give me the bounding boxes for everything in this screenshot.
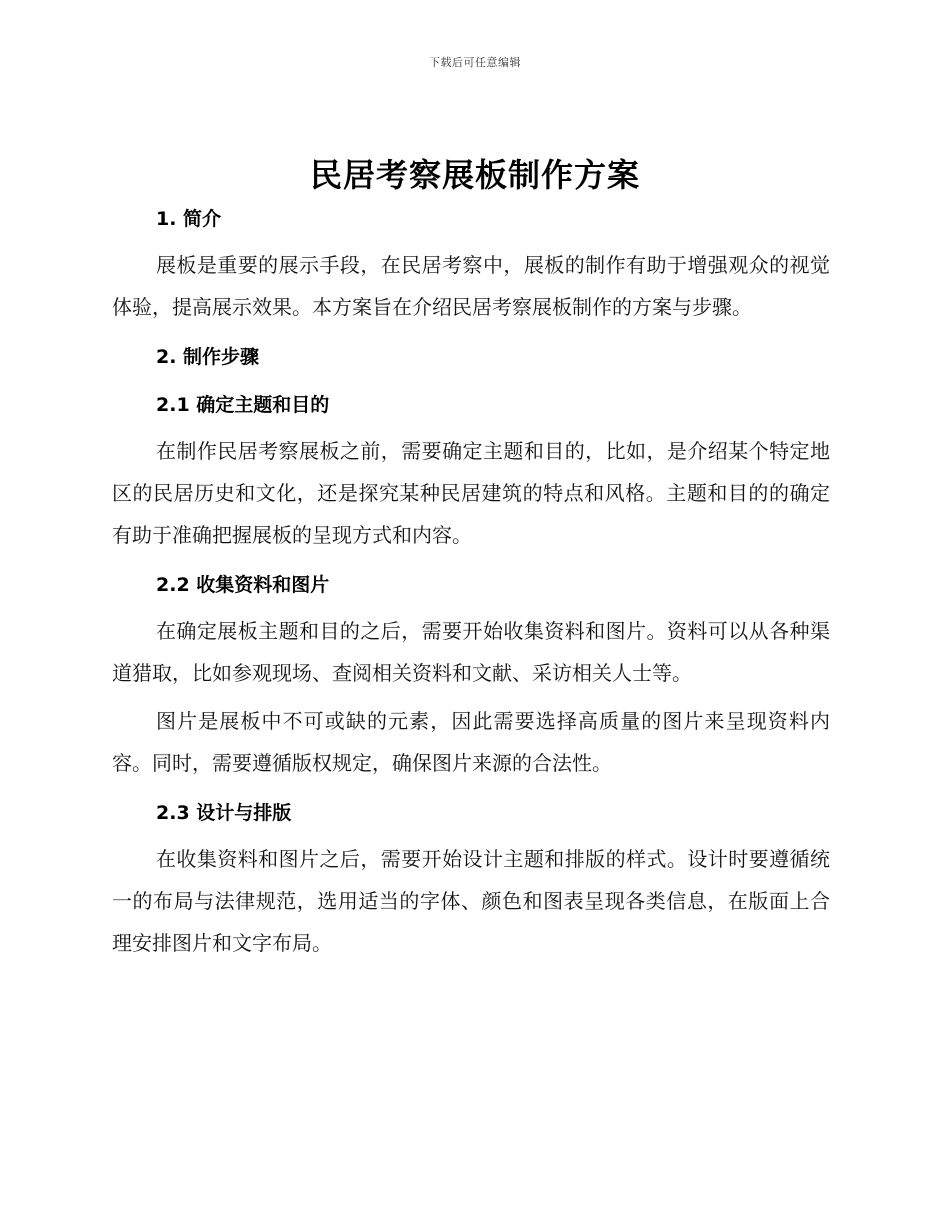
paragraph-intro: 展板是重要的展示手段，在民居考察中，展板的制作有助于增强观众的视觉体验，提高展示效果。本方案旨在介绍民居考察展板制作的方案与步骤。 [112, 253, 830, 319]
subsection-heading-2-2: 2.2 收集资料和图片 [156, 574, 330, 596]
paragraph-2-2-b: 图片是展板中不可或缺的元素，因此需要选择高质量的图片来呈现资料内容。同时，需要遵循版权规定，确保图片来源的合法性。 [112, 709, 830, 775]
subsection-heading-2-3: 2.3 设计与排版 [156, 802, 292, 824]
paragraph-2-3: 在收集资料和图片之后，需要开始设计主题和排版的样式。设计时要遵循统一的布局与法律规范，选用适当的字体、颜色和图表呈现各类信息，在版面上合理安排图片和文字布局。 [112, 847, 830, 955]
subsection-heading-2-1: 2.1 确定主题和目的 [156, 394, 330, 416]
document-body [112, 200, 830, 964]
running-header: 下载后可任意编辑 [429, 56, 521, 69]
paragraph-2-1: 在制作民居考察展板之前，需要确定主题和目的，比如，是介绍某个特定地区的民居历史和文化，还是探究某种民居建筑的特点和风格。主题和目的的确定有助于准确把握展板的呈现方式和内容。 [112, 439, 830, 547]
page-title: 民居考察展板制作方案 [309, 156, 640, 194]
paragraph-2-2-a: 在确定展板主题和目的之后，需要开始收集资料和图片。资料可以从各种渠道猎取，比如参观现场、查阅相关资料和文献、采访相关人士等。 [112, 619, 830, 685]
section-heading-intro: 1. 简介 [156, 208, 222, 230]
section-heading-steps: 2. 制作步骤 [156, 346, 260, 368]
